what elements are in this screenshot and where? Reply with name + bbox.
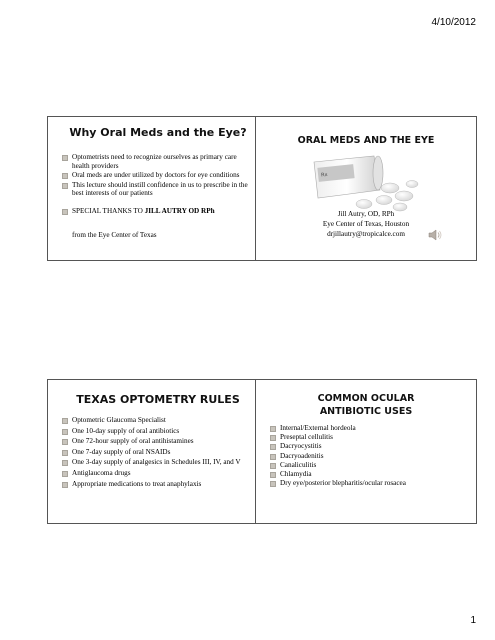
bullet-item: Canaliculitis [268,461,468,470]
slide-title [256,392,476,418]
bullet-item-thanks [60,207,254,216]
bullet-item: Antiglaucoma drugs [60,469,254,478]
bullet-list [60,416,254,490]
bullet-item: Internal/External hordeola [268,424,468,433]
bullet-list [268,424,468,488]
bullet-item: Preseptal cellulitis [268,433,468,442]
slide-thumbnail-4 [255,379,477,524]
bullet-list [60,153,254,217]
bullet-item: Dry eye/posterior blepharitis/ocular rosacea [268,479,468,488]
slide-title-line-2: ANTIBIOTIC USES [319,406,413,417]
slide-title: Why Oral Meds and the Eye? [69,126,247,139]
speaker-icon[interactable] [428,229,442,241]
bullet-item: One 3-day supply of analgesics in Schedules III, IV, and V [60,458,254,467]
slide-title: TEXAS OPTOMETRY RULES [76,393,240,406]
presenter-org: Eye Center of Texas, Houston [322,220,410,228]
bullet-item: This lecture should instill confidence in us to prescribe in the best interests of our patients [60,181,254,198]
bullet-item: Appropriate medications to treat anaphylaxis [60,480,254,489]
page-date: 4/10/2012 [431,17,476,28]
slide-title: ORAL MEDS AND THE EYE [297,135,435,146]
presenter-email: drjillautry@tropicalce.com [327,230,405,238]
bullet-item: Dacryocystitis [268,442,468,451]
slide-title-line-1: COMMON OCULAR [317,393,415,404]
bullet-item: One 10-day supply of oral antibiotics [60,427,254,436]
thanks-prefix: SPECIAL THANKS TO [72,206,145,215]
bullet-item: Optometric Glaucoma Specialist [60,416,254,425]
bullet-item: Chlamydia [268,470,468,479]
bullet-item: Dacryoadenitis [268,452,468,461]
slide-thumbnail-3 [47,379,269,524]
bullet-item: Optometrists need to recognize ourselves as primary care health providers [60,153,254,170]
bullet-item: One 7-day supply of oral NSAIDs [60,448,254,457]
page-number: 1 [470,615,476,626]
presenter-info [256,209,476,239]
slide-thumbnail-2 [255,116,477,261]
svg-text:Rx: Rx [320,171,328,179]
bullet-item: One 72-hour supply of oral antihistamines [60,437,254,446]
thanks-org: from the Eye Center of Texas [72,231,157,239]
presenter-name: Jill Autry, OD, RPh [337,210,395,218]
slide-thumbnail-1 [47,116,269,261]
thanks-name: JILL AUTRY OD RPh [144,206,215,215]
bullet-item: Oral meds are under utilized by doctors for eye conditions [60,171,254,180]
